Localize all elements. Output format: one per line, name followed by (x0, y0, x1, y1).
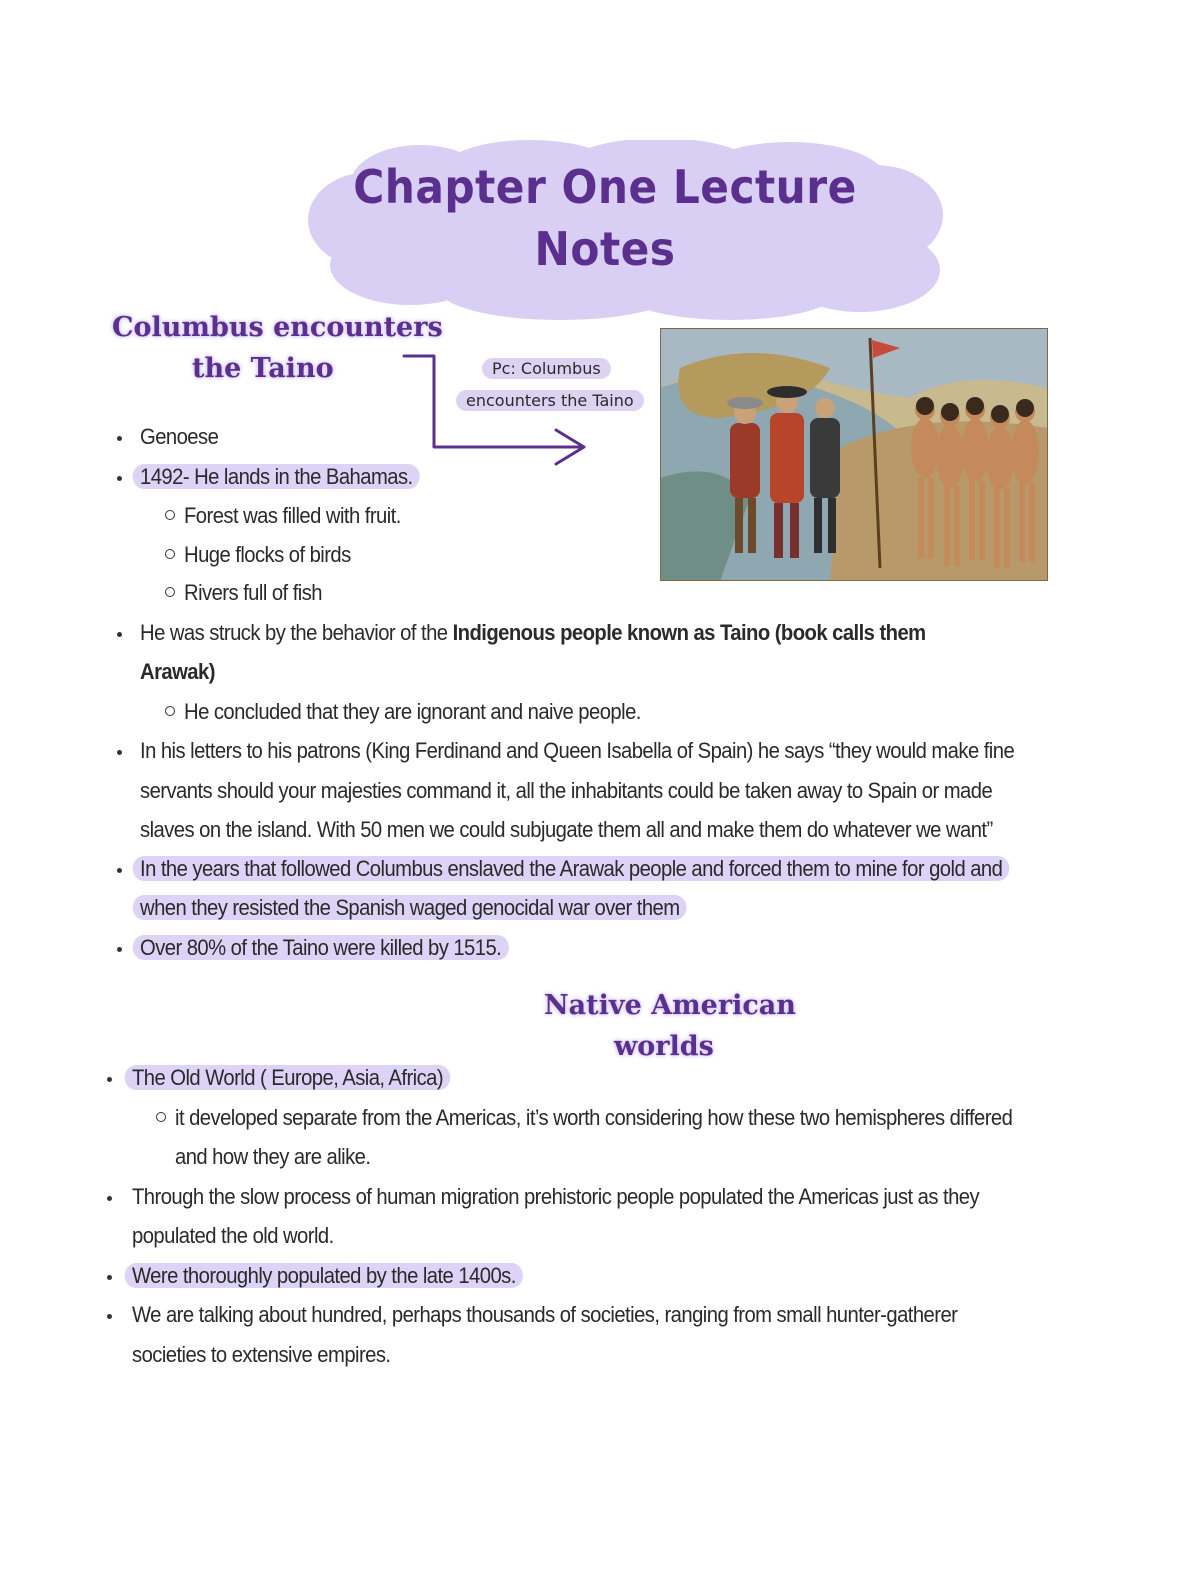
bullet-dot (107, 1314, 112, 1319)
section-heading-native-line-1: Native American (544, 990, 796, 1021)
note-letters-1: In his letters to his patrons (King Ferdinand and Queen Isabella of Spain) he says “they would make fine (140, 738, 1015, 763)
note-developed-1: it developed separate from the Americas, it’s worth considering how these two hemispheres differed (175, 1105, 1013, 1130)
sub-bullet-ring (165, 549, 175, 559)
bullet-dot (117, 868, 122, 873)
columbus-encounters-taino-illustration (660, 328, 1048, 581)
note-developed-2: and how they are alike. (175, 1144, 371, 1169)
note-over-80 (140, 933, 509, 963)
highlight: In the years that followed Columbus enslaved the Arawak people and forced them to mine for gold and (133, 856, 1010, 881)
note-struck-bold: Indigenous people known as Taino (book calls them (452, 620, 926, 645)
note-years-2 (140, 893, 687, 923)
note-old-world (132, 1063, 450, 1093)
sub-bullet-ring (165, 587, 175, 597)
note-talking-1: We are talking about hundred, perhaps thousands of societies, ranging from small hunter-gatherer (132, 1302, 958, 1327)
highlight: The Old World ( Europe, Asia, Africa) (125, 1065, 451, 1090)
sub-bullet-ring (165, 706, 175, 716)
bullet-dot (117, 947, 122, 952)
note-struck-plain: He was struck by the behavior of the (140, 620, 453, 645)
note-lands-bahamas (140, 462, 420, 492)
note-concluded: He concluded that they are ignorant and naive people. (184, 699, 641, 724)
note-birds: Huge flocks of birds (184, 542, 351, 567)
figure-caption-line-1: Pc: Columbus (482, 358, 611, 379)
note-struck (140, 618, 926, 648)
bullet-dot (107, 1275, 112, 1280)
section-heading-columbus-line-1: Columbus encounters (112, 312, 443, 343)
bullet-dot (117, 476, 122, 481)
section-heading-native-line-2: worlds (614, 1031, 714, 1062)
note-letters-2: servants should your majesties command it, all the inhabitants could be taken away to Spain or made (140, 778, 993, 803)
sub-bullet-ring (165, 510, 175, 520)
note-migration-1: Through the slow process of human migration prehistoric people populated the Americas just as they (132, 1184, 980, 1209)
figure-caption-line-2: encounters the Taino (456, 390, 644, 411)
highlight: Over 80% of the Taino were killed by 1515. (133, 935, 509, 960)
highlight: when they resisted the Spanish waged genocidal war over them (133, 895, 687, 920)
note-talking-2: societies to extensive empires. (132, 1342, 391, 1367)
bullet-dot (117, 750, 122, 755)
bullet-dot (107, 1077, 112, 1082)
sub-bullet-ring (156, 1112, 166, 1122)
note-struck-bold-cont: Arawak) (140, 659, 215, 684)
note-migration-2: populated the old world. (132, 1223, 334, 1248)
bullet-dot (117, 632, 122, 637)
section-heading-columbus-line-2: the Taino (192, 353, 334, 384)
highlight: 1492- He lands in the Bahamas. (133, 464, 420, 489)
page-title-line-2: Notes (534, 222, 676, 276)
bullet-dot (107, 1196, 112, 1201)
note-rivers: Rivers full of fish (184, 580, 322, 605)
highlight: Were thoroughly populated by the late 1400s. (125, 1263, 524, 1288)
bullet-dot (117, 436, 122, 441)
note-forest: Forest was filled with fruit. (184, 503, 401, 528)
note-populated (132, 1261, 523, 1291)
note-years-1 (140, 854, 1010, 884)
note-genoese: Genoese (140, 424, 219, 449)
page-title-line-1: Chapter One Lecture (353, 160, 857, 214)
note-letters-3: slaves on the island. With 50 men we could subjugate them all and make them do whatever we want” (140, 817, 993, 842)
